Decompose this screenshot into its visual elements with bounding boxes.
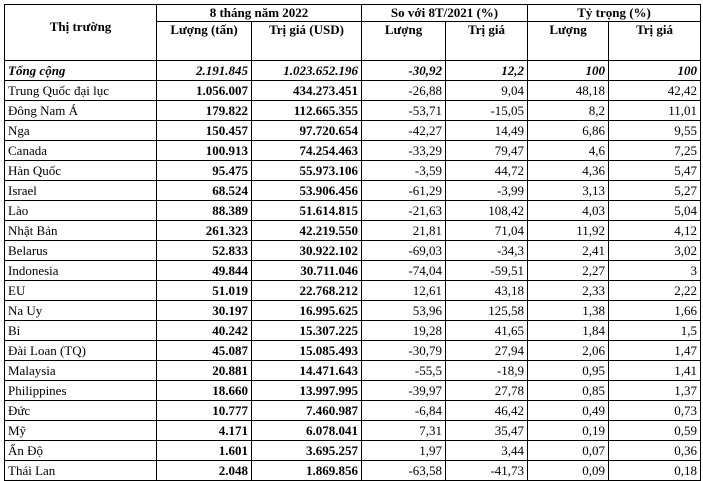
cell-market: Nhật Bản <box>5 221 157 241</box>
cell-share-qty: 1,84 <box>528 321 609 341</box>
cell-market: Indonesia <box>5 261 157 281</box>
cell-share-value: 3,02 <box>609 241 701 261</box>
cell-market: Đài Loan (TQ) <box>5 341 157 361</box>
cell-cmp-qty: 53,96 <box>362 301 446 321</box>
cell-market: Nga <box>5 121 157 141</box>
cell-qty: 10.777 <box>157 401 252 421</box>
cell-cmp-value: -41,73 <box>446 461 528 481</box>
cell-value: 42.219.550 <box>252 221 362 241</box>
cell-share-qty: 8,2 <box>528 101 609 121</box>
cell-cmp-value: -3,99 <box>446 181 528 201</box>
table-body <box>5 61 701 481</box>
total-market: Tổng cộng <box>5 61 157 81</box>
cell-share-qty: 0,95 <box>528 361 609 381</box>
cell-share-qty: 4,03 <box>528 201 609 221</box>
cell-share-value: 1,47 <box>609 341 701 361</box>
cell-share-value: 1,41 <box>609 361 701 381</box>
cell-value: 15.307.225 <box>252 321 362 341</box>
cell-share-qty: 0,09 <box>528 461 609 481</box>
cell-value: 97.720.654 <box>252 121 362 141</box>
cell-cmp-qty: -53,71 <box>362 101 446 121</box>
cell-cmp-qty: -33,29 <box>362 141 446 161</box>
cell-cmp-value: 108,42 <box>446 201 528 221</box>
table-row <box>5 301 701 321</box>
cell-qty: 30.197 <box>157 301 252 321</box>
total-row <box>5 61 701 81</box>
cell-market: Mỹ <box>5 421 157 441</box>
cell-market: Philippines <box>5 381 157 401</box>
cell-market: Bỉ <box>5 321 157 341</box>
cell-market: Malaysia <box>5 361 157 381</box>
table-row <box>5 321 701 341</box>
table-row <box>5 81 701 101</box>
cell-share-qty: 2,27 <box>528 261 609 281</box>
cell-cmp-qty: -21,63 <box>362 201 446 221</box>
cell-share-value: 0,18 <box>609 461 701 481</box>
cell-cmp-value: 35,47 <box>446 421 528 441</box>
cell-value: 51.614.815 <box>252 201 362 221</box>
cell-value: 1.869.856 <box>252 461 362 481</box>
cell-market: Đức <box>5 401 157 421</box>
cell-qty: 1.056.007 <box>157 81 252 101</box>
cell-share-qty: 2,06 <box>528 341 609 361</box>
cell-market: Israel <box>5 181 157 201</box>
table-row <box>5 381 701 401</box>
cell-qty: 40.242 <box>157 321 252 341</box>
cell-value: 7.460.987 <box>252 401 362 421</box>
header-compare: So với 8T/2021 (%) <box>362 5 528 22</box>
cell-value: 3.695.257 <box>252 441 362 461</box>
cell-qty: 52.833 <box>157 241 252 261</box>
cell-value: 112.665.355 <box>252 101 362 121</box>
cell-cmp-value: -34,3 <box>446 241 528 261</box>
cell-value: 434.273.451 <box>252 81 362 101</box>
cell-qty: 88.389 <box>157 201 252 221</box>
table-row <box>5 401 701 421</box>
cell-cmp-value: 71,04 <box>446 221 528 241</box>
table-row <box>5 341 701 361</box>
cell-value: 15.085.493 <box>252 341 362 361</box>
cell-cmp-value: -15,05 <box>446 101 528 121</box>
cell-share-value: 1,37 <box>609 381 701 401</box>
cell-market: Hàn Quốc <box>5 161 157 181</box>
cell-cmp-value: 27,94 <box>446 341 528 361</box>
cell-cmp-value: -18,9 <box>446 361 528 381</box>
total-cmp-qty: -30,92 <box>362 61 446 81</box>
table-row <box>5 461 701 481</box>
cell-qty: 1.601 <box>157 441 252 461</box>
cell-cmp-qty: -30,79 <box>362 341 446 361</box>
cell-share-qty: 6,86 <box>528 121 609 141</box>
total-share-value: 100 <box>609 61 701 81</box>
cell-share-qty: 3,13 <box>528 181 609 201</box>
cell-cmp-qty: 12,61 <box>362 281 446 301</box>
cell-cmp-qty: 7,31 <box>362 421 446 441</box>
table-row <box>5 161 701 181</box>
cell-cmp-qty: -42,27 <box>362 121 446 141</box>
cell-value: 14.471.643 <box>252 361 362 381</box>
cell-market: Belarus <box>5 241 157 261</box>
cell-market: Ấn Độ <box>5 441 157 461</box>
header-share-value: Trị giá <box>609 22 701 61</box>
cell-qty: 150.457 <box>157 121 252 141</box>
cell-share-value: 7,25 <box>609 141 701 161</box>
cell-qty: 261.323 <box>157 221 252 241</box>
cell-cmp-value: 41,65 <box>446 321 528 341</box>
cell-cmp-value: 43,18 <box>446 281 528 301</box>
cell-value: 74.254.463 <box>252 141 362 161</box>
cell-cmp-qty: -6,84 <box>362 401 446 421</box>
cell-cmp-value: 27,78 <box>446 381 528 401</box>
table-row <box>5 361 701 381</box>
cell-cmp-value: 9,04 <box>446 81 528 101</box>
cell-value: 30.922.102 <box>252 241 362 261</box>
cell-cmp-qty: -61,29 <box>362 181 446 201</box>
cell-share-qty: 1,38 <box>528 301 609 321</box>
cell-share-qty: 4,36 <box>528 161 609 181</box>
cell-qty: 51.019 <box>157 281 252 301</box>
cell-qty: 18.660 <box>157 381 252 401</box>
cell-cmp-value: 14,49 <box>446 121 528 141</box>
cell-share-value: 1,5 <box>609 321 701 341</box>
table-row <box>5 421 701 441</box>
cell-cmp-value: 125,58 <box>446 301 528 321</box>
cell-share-qty: 0,85 <box>528 381 609 401</box>
header-qty-tons <box>157 22 252 61</box>
cell-share-value: 5,47 <box>609 161 701 181</box>
header-market: Thị trường <box>5 5 157 61</box>
cell-cmp-value: 3,44 <box>446 441 528 461</box>
cell-share-value: 42,42 <box>609 81 701 101</box>
cell-share-value: 0,73 <box>609 401 701 421</box>
cell-qty: 4.171 <box>157 421 252 441</box>
cell-value: 55.973.106 <box>252 161 362 181</box>
cell-market: Na Uy <box>5 301 157 321</box>
header-cmp-qty: Lượng <box>362 22 446 61</box>
export-market-table <box>4 4 701 481</box>
header-value-usd-label: Trị giá (USD) <box>269 22 344 37</box>
cell-qty: 2.048 <box>157 461 252 481</box>
cell-share-qty: 0,07 <box>528 441 609 461</box>
cell-cmp-qty: -69,03 <box>362 241 446 261</box>
cell-share-qty: 0,19 <box>528 421 609 441</box>
total-share-qty: 100 <box>528 61 609 81</box>
cell-cmp-qty: -39,97 <box>362 381 446 401</box>
cell-share-value: 0,59 <box>609 421 701 441</box>
cell-share-qty: 11,92 <box>528 221 609 241</box>
table-row <box>5 441 701 461</box>
cell-share-value: 3 <box>609 261 701 281</box>
cell-share-value: 5,04 <box>609 201 701 221</box>
table-row <box>5 201 701 221</box>
table-row <box>5 121 701 141</box>
top-crop-mask <box>0 0 703 4</box>
cell-value: 13.997.995 <box>252 381 362 401</box>
cell-market: Trung Quốc đại lục <box>5 81 157 101</box>
table-row <box>5 181 701 201</box>
cell-share-qty: 2,41 <box>528 241 609 261</box>
cell-market: Canada <box>5 141 157 161</box>
cell-value: 30.711.046 <box>252 261 362 281</box>
total-cmp-value: 12,2 <box>446 61 528 81</box>
table-row <box>5 241 701 261</box>
cell-cmp-qty: 1,97 <box>362 441 446 461</box>
cell-share-qty: 48,18 <box>528 81 609 101</box>
cell-qty: 49.844 <box>157 261 252 281</box>
table-row <box>5 281 701 301</box>
cell-value: 16.995.625 <box>252 301 362 321</box>
header-row-1 <box>5 5 701 22</box>
header-share-qty: Lượng <box>528 22 609 61</box>
cell-market: EU <box>5 281 157 301</box>
cell-share-qty: 0,49 <box>528 401 609 421</box>
cell-share-value: 11,01 <box>609 101 701 121</box>
header-value-usd <box>252 22 362 61</box>
header-cmp-value: Trị giá <box>446 22 528 61</box>
cell-share-qty: 2,33 <box>528 281 609 301</box>
cell-cmp-value: -59,51 <box>446 261 528 281</box>
table-row <box>5 221 701 241</box>
cell-cmp-value: 79,47 <box>446 141 528 161</box>
total-qty: 2.191.845 <box>157 61 252 81</box>
cell-cmp-qty: 19,28 <box>362 321 446 341</box>
cell-qty: 45.087 <box>157 341 252 361</box>
cell-cmp-qty: -3,59 <box>362 161 446 181</box>
cell-cmp-value: 46,42 <box>446 401 528 421</box>
cell-cmp-qty: -63,58 <box>362 461 446 481</box>
cell-market: Lào <box>5 201 157 221</box>
header-8-months: 8 tháng năm 2022 <box>157 5 362 22</box>
table-row <box>5 141 701 161</box>
total-value: 1.023.652.196 <box>252 61 362 81</box>
cell-qty: 95.475 <box>157 161 252 181</box>
cell-cmp-qty: 21,81 <box>362 221 446 241</box>
cell-share-value: 2,22 <box>609 281 701 301</box>
cell-market: Đông Nam Á <box>5 101 157 121</box>
cell-qty: 100.913 <box>157 141 252 161</box>
cell-qty: 20.881 <box>157 361 252 381</box>
cell-value: 53.906.456 <box>252 181 362 201</box>
cell-value: 6.078.041 <box>252 421 362 441</box>
cell-qty: 68.524 <box>157 181 252 201</box>
cell-share-qty: 4,6 <box>528 141 609 161</box>
cell-cmp-qty: -55,5 <box>362 361 446 381</box>
table-row <box>5 261 701 281</box>
table-row <box>5 101 701 121</box>
header-qty-tons-label: Lượng (tấn) <box>170 22 238 37</box>
cell-share-value: 4,12 <box>609 221 701 241</box>
header-share: Tỷ trọng (%) <box>528 5 701 22</box>
cell-qty: 179.822 <box>157 101 252 121</box>
cell-share-value: 9,55 <box>609 121 701 141</box>
cell-cmp-qty: -26,88 <box>362 81 446 101</box>
cell-cmp-qty: -74,04 <box>362 261 446 281</box>
cell-share-value: 5,27 <box>609 181 701 201</box>
cell-cmp-value: 44,72 <box>446 161 528 181</box>
cell-share-value: 0,36 <box>609 441 701 461</box>
cell-share-value: 1,66 <box>609 301 701 321</box>
cell-market: Thái Lan <box>5 461 157 481</box>
cell-value: 22.768.212 <box>252 281 362 301</box>
